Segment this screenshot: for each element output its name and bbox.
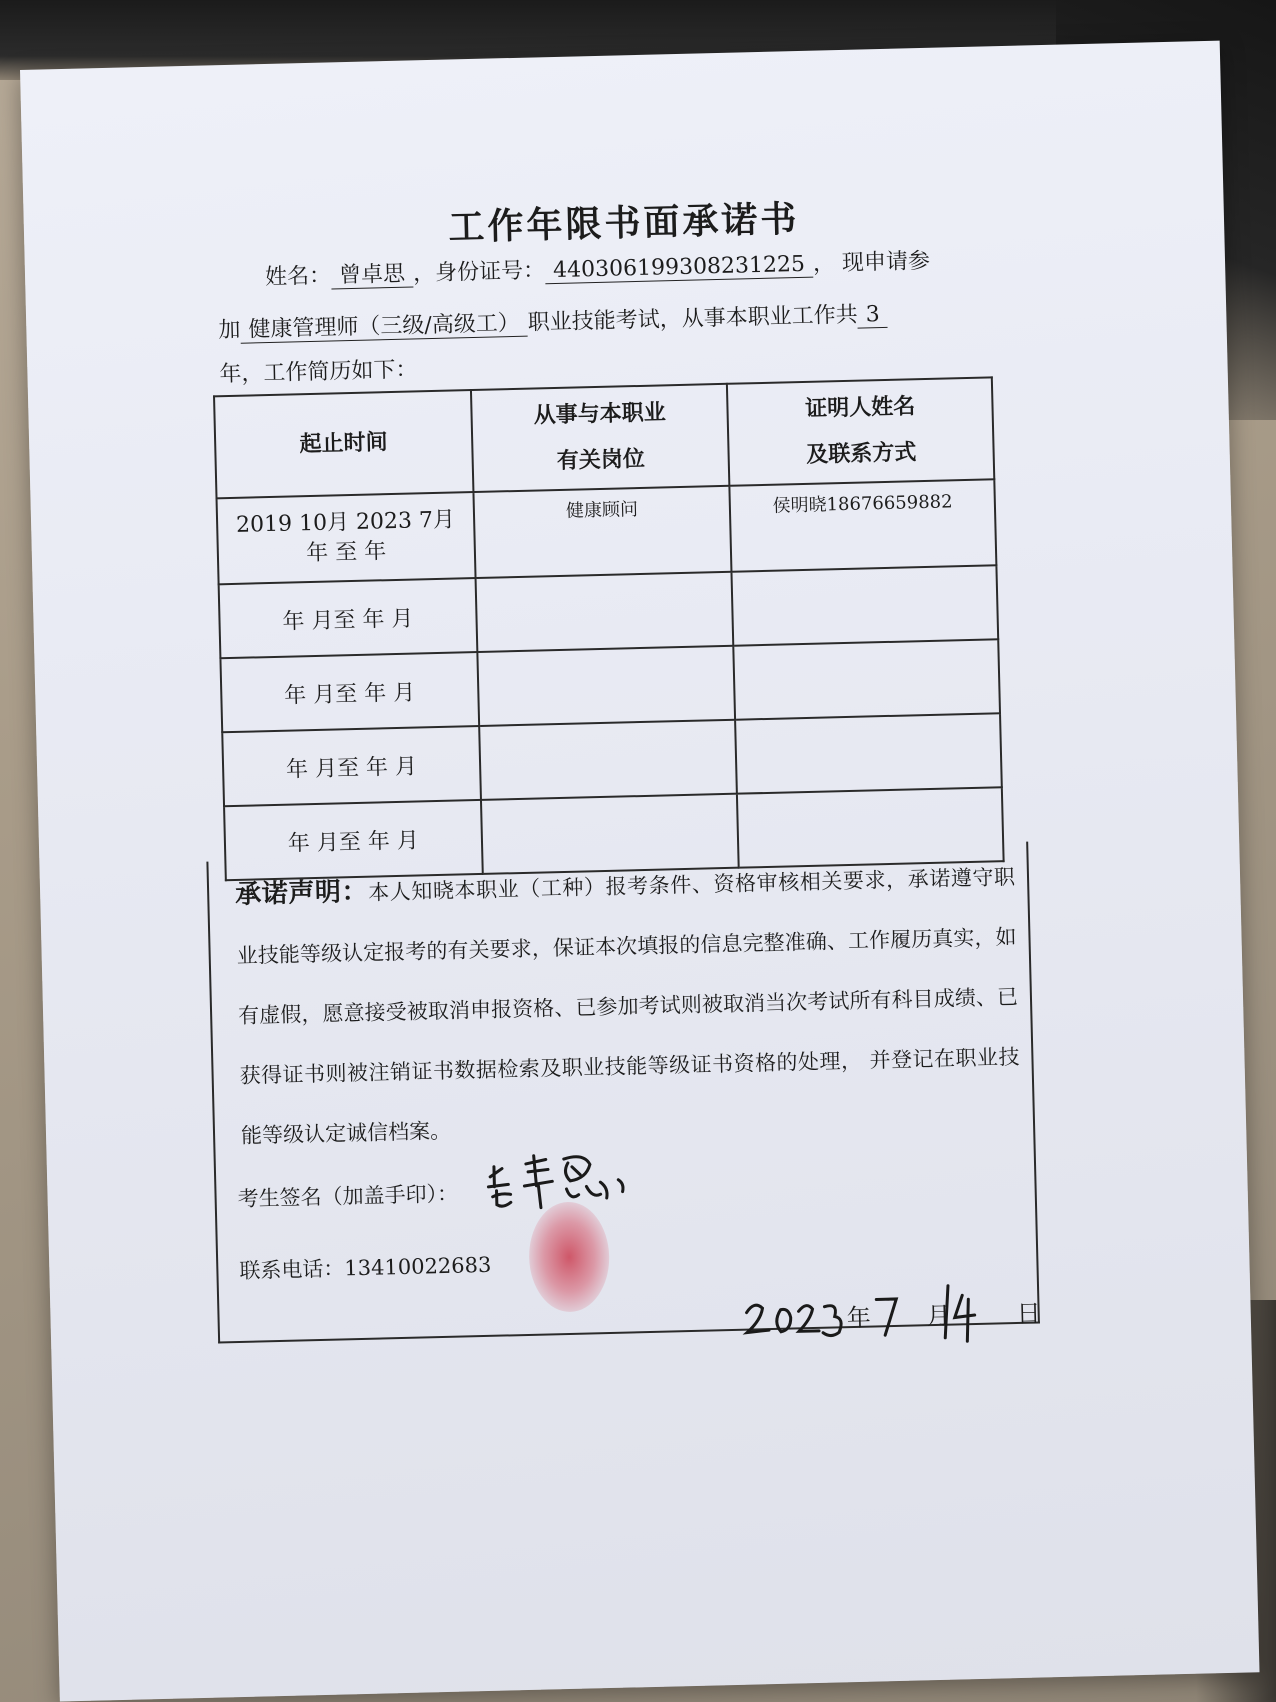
phone-label: 联系电话：: [239, 1256, 345, 1283]
id-label: ，身份证号：: [412, 258, 546, 287]
header-position: [471, 384, 730, 492]
row3-position: [477, 646, 735, 726]
phone-number: 13410022683: [344, 1252, 492, 1281]
header-witness-line2: 及联系方式: [806, 440, 917, 468]
row3-period: 年 月至 年 月: [220, 652, 478, 732]
row5-period: 年 月至 年 月: [224, 800, 482, 880]
row1-period-line2: 年 至 年: [305, 539, 387, 567]
header-witness: [727, 377, 994, 485]
intro-line-3: 年，工作简历如下：: [219, 357, 418, 388]
header-position-line2: 有关岗位: [556, 446, 646, 474]
occupation-value: 健康管理师（三级/高级工）: [240, 311, 528, 344]
handwritten-signature: [481, 1143, 633, 1217]
document-title: 工作年限书面承诺书: [447, 199, 800, 249]
date-month: [870, 1302, 927, 1331]
table-header-row: [214, 377, 994, 498]
row2-period: 年 月至 年 月: [219, 578, 477, 658]
date-line: [750, 1293, 1041, 1335]
intro-line2-mid: 职业技能考试，从事本职业工作共: [527, 302, 858, 336]
statement-label: 承诺声明：: [234, 876, 369, 910]
paper-sheet: [20, 41, 1260, 1702]
phone-line: [239, 1249, 492, 1285]
work-history-table: [213, 376, 1005, 881]
date-year: [750, 1304, 847, 1334]
intro-after-id: ， 现申请参: [812, 248, 931, 277]
name-value: 曾卓思: [331, 261, 414, 289]
header-position-line1: 从事与本职业: [533, 400, 666, 429]
date-day-unit: 日: [1016, 1299, 1042, 1329]
date-month-unit: 月: [926, 1301, 952, 1331]
date-year-unit: 年: [846, 1303, 872, 1333]
row2-position: [475, 572, 733, 652]
row4-position: [479, 720, 737, 800]
document-content: [20, 41, 1260, 1702]
row3-witness: [734, 639, 1000, 719]
row2-witness: [732, 565, 998, 645]
row4-witness: [736, 713, 1002, 793]
row1-period: [217, 492, 476, 584]
row1-period-line1: 2019 10月 2023 7月: [235, 507, 456, 538]
name-label: 姓名：: [264, 263, 332, 291]
signature-label: 考生签名（加盖手印）：: [237, 1181, 459, 1212]
years-value: 3: [857, 302, 888, 329]
intro-line-2: [218, 297, 888, 344]
statement-paragraph: [234, 846, 1021, 1166]
row1-position: 健康顾问: [473, 486, 732, 578]
row1-witness: 侯明晓18676659882: [730, 479, 997, 571]
intro-line2-prefix: 加: [218, 317, 241, 344]
header-witness-line1: 证明人姓名: [804, 394, 916, 422]
header-period: 起止时间: [214, 390, 473, 498]
id-number: 440306199308231225: [545, 252, 814, 285]
statement-text: 本人知晓本职业（工种）报考条件、资格审核相关要求，承诺遵守职业技能等级认定报考的有关要求，保证本次填报的信息完整准确、工作履历真实，如有虚假，愿意接受被取消申报资格、已参加考试则被取消当次考试所有科目成绩、已获得证书则被注销证书数据检索及职业技能等级证书资格的处理， 并登记在职业技能等级认定诚信档案。: [236, 864, 1020, 1148]
date-day: [950, 1300, 1017, 1330]
row4-period: 年 月至 年 月: [222, 726, 480, 806]
